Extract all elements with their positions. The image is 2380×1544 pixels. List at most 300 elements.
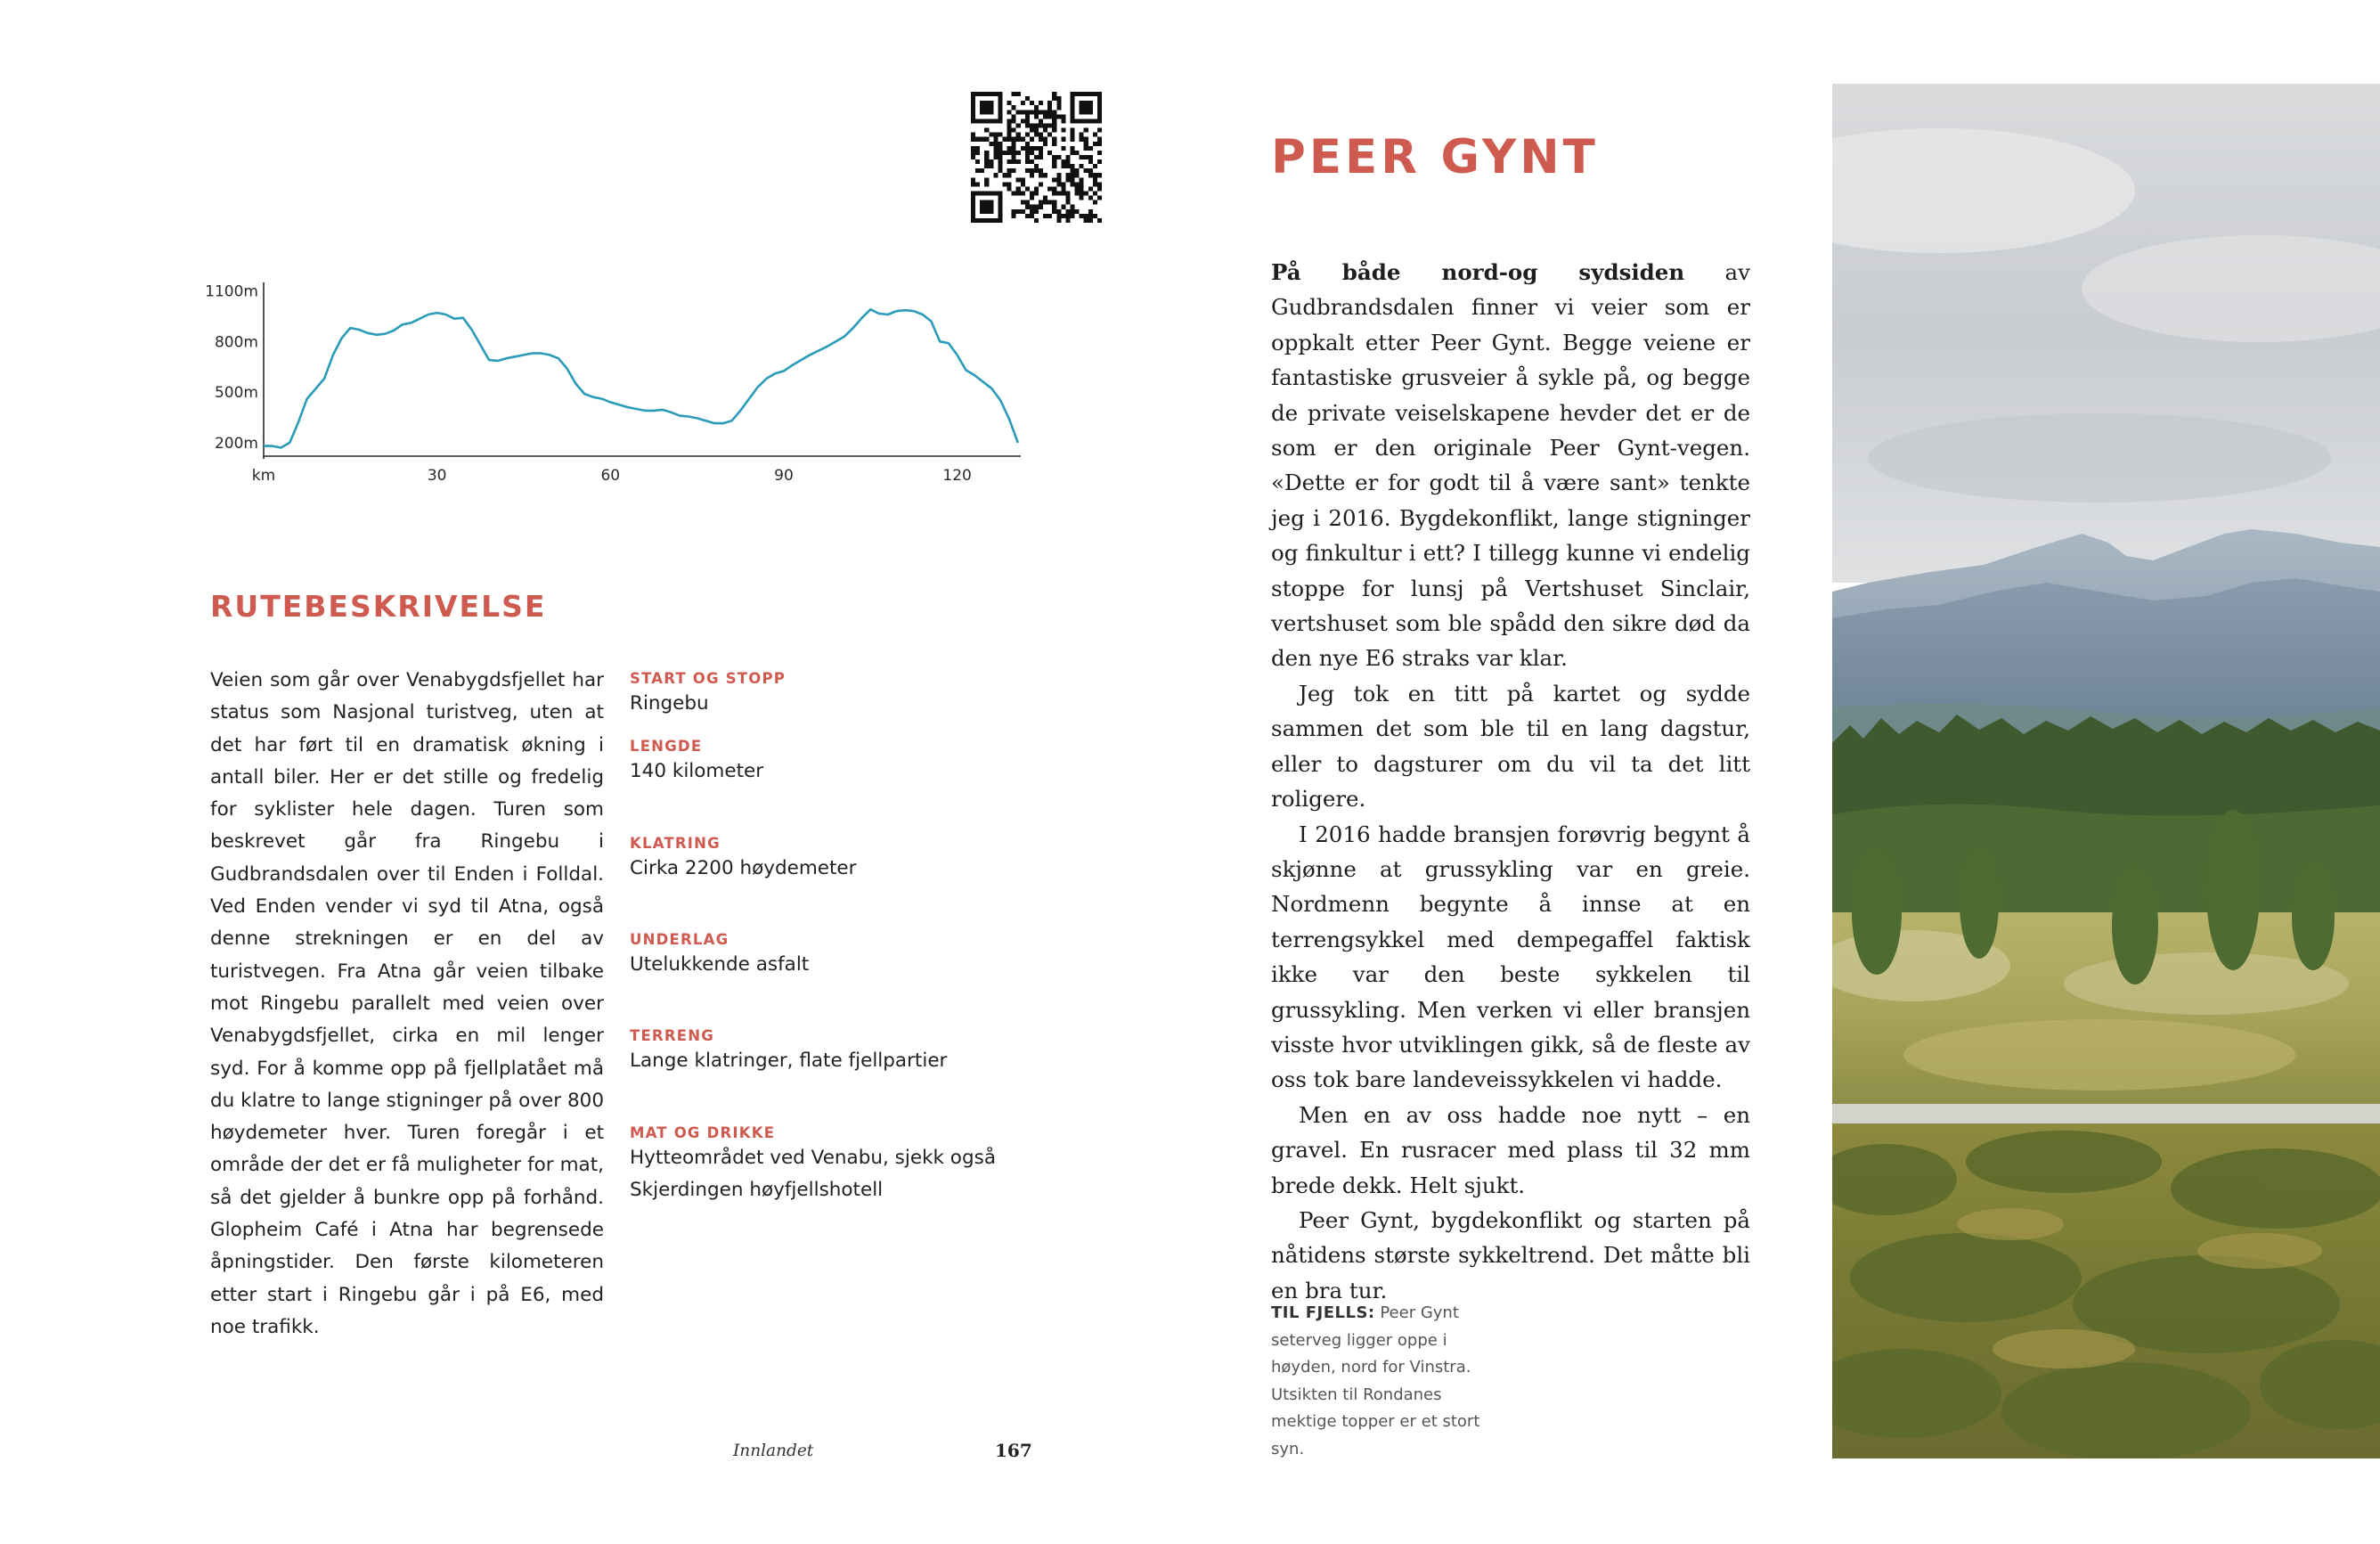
qr-module xyxy=(1080,92,1084,96)
qr-module xyxy=(993,92,998,96)
qr-module xyxy=(1016,151,1021,155)
qr-module xyxy=(971,182,975,186)
qr-module xyxy=(989,159,993,164)
qr-module xyxy=(1007,101,1012,105)
qr-module xyxy=(1080,118,1084,123)
qr-module xyxy=(998,110,1002,114)
qr-module xyxy=(1021,146,1025,151)
qr-module xyxy=(998,168,1002,173)
qr-module xyxy=(1065,164,1070,168)
qr-module xyxy=(975,146,980,151)
qr-module xyxy=(1034,186,1039,191)
qr-module xyxy=(1030,209,1034,214)
elevation-x-tick-label: 90 xyxy=(774,467,794,485)
qr-module xyxy=(1025,142,1030,146)
qr-module xyxy=(998,105,1002,110)
qr-module xyxy=(1080,196,1084,200)
qr-module xyxy=(1071,128,1075,133)
qr-module xyxy=(984,192,989,196)
qr-module xyxy=(980,118,984,123)
qr-module xyxy=(1012,155,1016,159)
qr-module xyxy=(1043,128,1047,133)
qr-module xyxy=(1034,155,1039,159)
qr-module xyxy=(971,209,975,214)
qr-module xyxy=(1039,123,1043,127)
qr-module xyxy=(1047,186,1052,191)
qr-module xyxy=(1052,200,1056,205)
qr-module xyxy=(1093,182,1097,186)
qr-module xyxy=(971,105,975,110)
qr-module xyxy=(1088,218,1093,223)
qr-module xyxy=(1080,137,1084,142)
qr-module xyxy=(1047,133,1052,137)
qr-module xyxy=(1052,92,1056,96)
qr-module xyxy=(1016,159,1021,164)
elevation-y-tick-label: 200m xyxy=(214,434,258,453)
qr-module xyxy=(1088,209,1093,214)
qr-module xyxy=(1061,164,1065,168)
qr-module xyxy=(1065,159,1070,164)
qr-module xyxy=(984,101,989,105)
qr-module xyxy=(1097,137,1102,142)
qr-module xyxy=(1030,173,1034,177)
qr-module xyxy=(1084,142,1088,146)
qr-module xyxy=(1034,128,1039,133)
qr-module xyxy=(989,110,993,114)
qr-module xyxy=(1007,159,1012,164)
qr-module xyxy=(984,218,989,223)
qr-module xyxy=(980,209,984,214)
qr-module xyxy=(1039,155,1043,159)
qr-module xyxy=(998,118,1002,123)
page-number: 167 xyxy=(995,1440,1032,1461)
landscape-photo xyxy=(1832,84,2380,1458)
qr-module xyxy=(1016,177,1021,182)
qr-module xyxy=(1088,118,1093,123)
qr-module xyxy=(984,182,989,186)
elevation-x-tick-label: km xyxy=(251,467,276,485)
qr-module xyxy=(971,133,975,137)
fact-value: Cirka 2200 høydemeter xyxy=(630,857,857,879)
qr-module xyxy=(1097,186,1102,191)
qr-module xyxy=(998,192,1002,196)
qr-module xyxy=(971,118,975,123)
qr-module xyxy=(984,205,989,209)
qr-module xyxy=(1012,146,1016,151)
qr-module xyxy=(1071,164,1075,168)
qr-module xyxy=(1043,173,1047,177)
qr-module xyxy=(1088,155,1093,159)
qr-module xyxy=(1084,118,1088,123)
qr-module xyxy=(1097,105,1102,110)
qr-module xyxy=(1080,214,1084,218)
qr-module xyxy=(1061,205,1065,209)
qr-module xyxy=(1007,151,1012,155)
qr-module xyxy=(1071,133,1075,137)
qr-module xyxy=(1080,101,1084,105)
qr-module xyxy=(984,110,989,114)
qr-module xyxy=(1043,214,1047,218)
qr-module xyxy=(1039,205,1043,209)
qr-module xyxy=(1056,173,1061,177)
qr-module xyxy=(975,151,980,155)
qr-module xyxy=(1025,123,1030,127)
qr-module xyxy=(1030,192,1034,196)
qr-module xyxy=(1071,110,1075,114)
qr-module xyxy=(1084,146,1088,151)
article-lead-bold: På både nord-og sydsiden xyxy=(1271,259,1685,285)
qr-module xyxy=(1039,182,1043,186)
qr-module xyxy=(1097,118,1102,123)
qr-module xyxy=(1065,218,1070,223)
fact-label: START OG STOPP xyxy=(630,670,787,687)
qr-module xyxy=(993,142,998,146)
fact-label: LENGDE xyxy=(630,738,703,755)
qr-module xyxy=(1088,214,1093,218)
qr-module xyxy=(1034,105,1039,110)
qr-module xyxy=(980,105,984,110)
qr-module xyxy=(1080,105,1084,110)
qr-module xyxy=(1012,192,1016,196)
qr-module xyxy=(998,218,1002,223)
qr-module xyxy=(984,105,989,110)
article-lead-text: av Gudbrandsdalen finner vi veier som er oppkalt etter Peer Gynt. Begge veiene er fantastiske grusveier å sykle på, og begge de private veiselskapene hevder det er de som er den originale Peer Gynt-vegen. «Dette er for godt til å være sant» tenkte jeg i 2016. Bygdekonflikt, lange stigninger og finkultur i ett? I tillegg kunne vi endelig stoppe for lunsj på Vertshuset Sinclair, vertshuset som ble spådd den sikre død da den nye E6 straks var klar. xyxy=(1271,259,1750,672)
qr-module xyxy=(1047,101,1052,105)
qr-module xyxy=(1080,110,1084,114)
qr-module xyxy=(993,133,998,137)
elevation-x-tick-label: 60 xyxy=(600,467,621,485)
fact-food-drink xyxy=(630,1124,1039,1206)
qr-module xyxy=(1097,92,1102,96)
fact-climbing xyxy=(630,835,1048,885)
qr-module xyxy=(1012,92,1016,96)
qr-module xyxy=(1061,214,1065,218)
qr-module xyxy=(1080,164,1084,168)
qr-module xyxy=(971,151,975,155)
qr-module xyxy=(998,209,1002,214)
qr-module xyxy=(1052,164,1056,168)
qr-module xyxy=(993,155,998,159)
qr-module xyxy=(1052,123,1056,127)
qr-module xyxy=(993,146,998,151)
qr-module xyxy=(1052,192,1056,196)
qr-module xyxy=(1071,101,1075,105)
qr-module xyxy=(1021,182,1025,186)
fact-label: MAT OG DRIKKE xyxy=(630,1124,776,1141)
qr-module xyxy=(1043,142,1047,146)
qr-module xyxy=(1065,200,1070,205)
qr-module xyxy=(1065,177,1070,182)
qr-module xyxy=(1084,110,1088,114)
fact-value: Lange klatringer, flate fjellpartier xyxy=(630,1050,948,1072)
qr-module xyxy=(998,133,1002,137)
fact-surface xyxy=(630,931,1048,981)
qr-module xyxy=(1025,168,1030,173)
qr-module xyxy=(1034,110,1039,114)
qr-module xyxy=(993,118,998,123)
qr-module xyxy=(1034,218,1039,223)
qr-module xyxy=(993,151,998,155)
qr-module xyxy=(1071,168,1075,173)
qr-module xyxy=(1007,173,1012,177)
qr-module xyxy=(1021,118,1025,123)
qr-module xyxy=(1065,173,1070,177)
qr-module xyxy=(980,205,984,209)
qr-module xyxy=(989,118,993,123)
qr-module xyxy=(980,218,984,223)
qr-module xyxy=(998,92,1002,96)
qr-module xyxy=(998,96,1002,101)
qr-module xyxy=(1075,92,1080,96)
qr-module xyxy=(1052,128,1056,133)
qr-module xyxy=(998,114,1002,118)
qr-module xyxy=(1088,168,1093,173)
qr-module xyxy=(1007,128,1012,133)
qr-module xyxy=(1016,123,1021,127)
qr-module xyxy=(1030,146,1034,151)
qr-module xyxy=(1084,155,1088,159)
qr-module xyxy=(975,118,980,123)
qr-module xyxy=(984,118,989,123)
article-paragraph: I 2016 hadde bransjen forøvrig begynt å skjønne at grussykling var en greie. Nordmenn begynte å innse at en terrengsykkel med dempegaffel faktisk ikke var den beste sykkelen til grussykling. Men verken vi eller bransjen visste hvor utviklingen gikk, så de fleste av oss tok bare landeveissykkelen vi hadde. xyxy=(1271,821,1750,1093)
qr-module xyxy=(989,101,993,105)
qr-module xyxy=(1034,168,1039,173)
qr-module xyxy=(1071,114,1075,118)
qr-module xyxy=(1052,177,1056,182)
qr-module xyxy=(980,200,984,205)
qr-module xyxy=(984,200,989,205)
elevation-x-tick-label: 120 xyxy=(942,467,972,485)
qr-module xyxy=(1071,105,1075,110)
qr-module xyxy=(1002,182,1007,186)
qr-module xyxy=(989,218,993,223)
qr-module xyxy=(975,192,980,196)
qr-module xyxy=(1034,114,1039,118)
qr-module xyxy=(1084,192,1088,196)
qr-module xyxy=(1012,159,1016,164)
qr-module xyxy=(971,218,975,223)
qr-module xyxy=(1034,209,1039,214)
qr-module xyxy=(1052,209,1056,214)
qr-module xyxy=(971,137,975,142)
qr-module xyxy=(984,92,989,96)
qr-module xyxy=(1030,151,1034,155)
qr-module xyxy=(998,196,1002,200)
qr-module xyxy=(998,205,1002,209)
qr-module xyxy=(1025,205,1030,209)
qr-module xyxy=(1021,192,1025,196)
qr-module xyxy=(1043,123,1047,127)
elevation-y-tick-label: 800m xyxy=(214,333,258,352)
fact-value: Utelukkende asfalt xyxy=(630,953,810,976)
qr-module xyxy=(1071,173,1075,177)
qr-module xyxy=(1021,200,1025,205)
qr-module xyxy=(1025,159,1030,164)
route-description-text: Veien som går over Venabygdsfjellet har status som Nasjonal turistveg, uten at det har ført til en dramatisk økning i antall biler. Her er det stille og fredelig for syklister hele dagen. Turen som beskrevet går fra Ringebu i Gudbrandsdalen over til Enden i Folldal. Ved Enden vender vi syd til Atna, også denne strekningen er en del av turistvegen. Fra Atna går veien tilbake mot Ringebu parallelt med veien over Venabygdsfjellet, cirka en mil lenger syd. For å komme opp på fjellplatået må du klatre to lange stigninger på over 800 høydemeter hver. Turen foregår i et område der det er få muligheter for mat, så det gjelder å bunkre opp på forhånd. Glopheim Café i Atna har begrensede åpningstider. Den første kilometeren etter start i Ringebu går i på E6, med noe trafikk. xyxy=(210,669,604,1338)
qr-module xyxy=(1093,133,1097,137)
qr-module xyxy=(1056,192,1061,196)
caption-text: Peer Gynt seterveg ligger oppe i høyden, nord for Vinstra. Utsikten til Rondanes mektige topper er et stort syn. xyxy=(1271,1303,1480,1458)
article-paragraph: Jeg tok en titt på kartet og sydde sammen det som ble til en lang dagstur, eller to dagsturer om du vil ta det litt roligere. xyxy=(1271,680,1750,813)
article-title: PEER GYNT xyxy=(1271,130,1599,184)
qr-module xyxy=(1007,186,1012,191)
fact-terrain xyxy=(630,1027,1048,1077)
fact-value: Hytteområdet ved Venabu, sjekk også Skjerdingen høyfjellshotell xyxy=(630,1147,996,1201)
qr-module xyxy=(1088,196,1093,200)
qr-module xyxy=(1021,110,1025,114)
qr-module xyxy=(1039,146,1043,151)
qr-module xyxy=(1039,168,1043,173)
qr-module xyxy=(1097,114,1102,118)
qr-module xyxy=(971,177,975,182)
qr-module xyxy=(1052,137,1056,142)
qr-module xyxy=(1084,92,1088,96)
fact-start-stop xyxy=(630,670,1048,720)
qr-module xyxy=(1075,186,1080,191)
qr-module xyxy=(989,92,993,96)
qr-module xyxy=(1012,151,1016,155)
qr-module xyxy=(1034,133,1039,137)
qr-module xyxy=(1065,192,1070,196)
qr-module xyxy=(1093,177,1097,182)
photo-caption xyxy=(1271,1300,1485,1463)
qr-module xyxy=(1075,209,1080,214)
qr-module xyxy=(975,182,980,186)
qr-module xyxy=(1007,137,1012,142)
qr-module xyxy=(975,159,980,164)
qr-module xyxy=(971,196,975,200)
fact-value: 140 kilometer xyxy=(630,760,764,782)
qr-module xyxy=(1088,159,1093,164)
qr-module xyxy=(1097,151,1102,155)
qr-module xyxy=(1084,214,1088,218)
qr-module xyxy=(989,200,993,205)
qr-module xyxy=(1034,123,1039,127)
qr-module xyxy=(1071,182,1075,186)
qr-module xyxy=(1047,105,1052,110)
qr-module xyxy=(1088,101,1093,105)
qr-module xyxy=(1052,110,1056,114)
caption-label: TIL FJELLS: xyxy=(1271,1303,1375,1322)
qr-module xyxy=(1084,168,1088,173)
qr-module xyxy=(1052,205,1056,209)
qr-module xyxy=(1080,182,1084,186)
qr-module xyxy=(1093,192,1097,196)
article-body xyxy=(1271,255,1750,1308)
qr-module xyxy=(989,105,993,110)
qr-module xyxy=(989,133,993,137)
qr-module xyxy=(984,177,989,182)
qr-module xyxy=(1047,123,1052,127)
qr-module xyxy=(1016,192,1021,196)
qr-module xyxy=(1061,114,1065,118)
qr-module xyxy=(971,96,975,101)
qr-module xyxy=(1043,114,1047,118)
qr-module xyxy=(984,209,989,214)
qr-module xyxy=(1039,151,1043,155)
qr-module xyxy=(1071,214,1075,218)
qr-module xyxy=(971,214,975,218)
fact-length xyxy=(630,738,1048,788)
qr-module xyxy=(1093,118,1097,123)
qr-module xyxy=(1052,114,1056,118)
qr-module xyxy=(1052,142,1056,146)
qr-module xyxy=(1007,146,1012,151)
qr-module xyxy=(1030,205,1034,209)
qr-module xyxy=(1097,128,1102,133)
qr-module xyxy=(1025,146,1030,151)
qr-module xyxy=(1012,128,1016,133)
qr-module xyxy=(1056,96,1061,101)
qr-module xyxy=(1097,96,1102,101)
qr-module xyxy=(1030,101,1034,105)
qr-module xyxy=(1007,168,1012,173)
qr-module xyxy=(1030,123,1034,127)
qr-module xyxy=(1056,182,1061,186)
qr-module xyxy=(998,214,1002,218)
qr-module xyxy=(1030,159,1034,164)
qr-module xyxy=(1025,96,1030,101)
qr-module xyxy=(1052,186,1056,191)
qr-module xyxy=(1043,200,1047,205)
qr-module xyxy=(1039,110,1043,114)
qr-module xyxy=(1025,155,1030,159)
fact-label: UNDERLAG xyxy=(630,931,729,948)
qr-module xyxy=(1016,137,1021,142)
qr-module xyxy=(1071,205,1075,209)
qr-module xyxy=(1097,159,1102,164)
elevation-profile-chart xyxy=(178,267,1033,499)
qr-module xyxy=(998,151,1002,155)
qr-module xyxy=(1025,110,1030,114)
elevation-y-tick-label: 1100m xyxy=(205,282,258,301)
qr-module xyxy=(980,137,984,142)
qr-module xyxy=(1012,209,1016,214)
route-description-heading: RUTEBESKRIVELSE xyxy=(210,589,547,624)
qr-module xyxy=(1030,168,1034,173)
qr-module xyxy=(971,92,975,96)
qr-module xyxy=(1047,114,1052,118)
qr-module xyxy=(1088,146,1093,151)
qr-module xyxy=(971,205,975,209)
qr-module xyxy=(1012,168,1016,173)
qr-module xyxy=(998,101,1002,105)
qr-module xyxy=(971,155,975,159)
qr-module xyxy=(1025,133,1030,137)
qr-module xyxy=(980,110,984,114)
qr-module xyxy=(1071,118,1075,123)
qr-module xyxy=(1021,101,1025,105)
qr-module xyxy=(1071,151,1075,155)
qr-module xyxy=(975,218,980,223)
qr-module xyxy=(1007,123,1012,127)
qr-module xyxy=(1061,182,1065,186)
qr-module xyxy=(984,137,989,142)
qr-module xyxy=(1061,192,1065,196)
qr-module xyxy=(1056,177,1061,182)
qr-module xyxy=(1052,159,1056,164)
qr-module xyxy=(1047,214,1052,218)
qr-module xyxy=(1025,186,1030,191)
qr-module xyxy=(1056,114,1061,118)
qr-module xyxy=(984,164,989,168)
fact-label: TERRENG xyxy=(630,1027,714,1044)
qr-module xyxy=(1061,118,1065,123)
qr-module xyxy=(1084,105,1088,110)
qr-module xyxy=(1012,214,1016,218)
qr-module xyxy=(1021,209,1025,214)
qr-module xyxy=(1061,186,1065,191)
